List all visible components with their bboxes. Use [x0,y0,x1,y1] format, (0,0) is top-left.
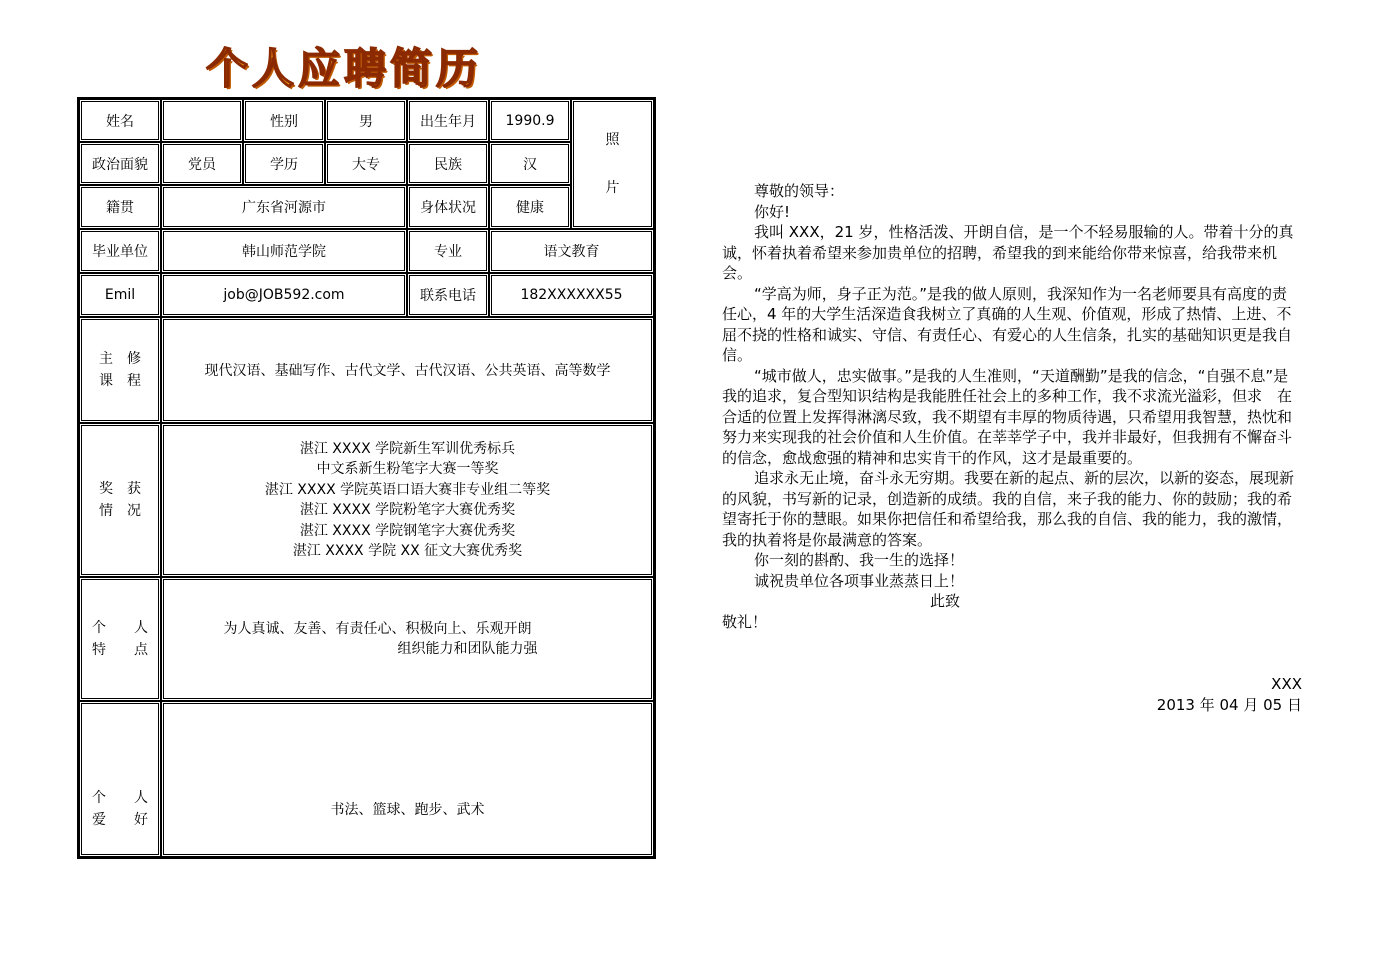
letter-greeting: 尊敬的领导： [754,182,845,200]
birth-value: 1990.9 [489,99,571,142]
email-label: Emil [79,273,161,317]
row-basic [79,99,654,142]
courses-value: 现代汉语、基础写作、古代文学、古代汉语、公共英语、高等数学 [161,317,654,423]
health-label: 身体状况 [407,185,489,229]
row-hobbies [79,701,654,857]
letter-paragraph: 你一刻的斟酌、我一生的选择！ [754,551,965,569]
award-item: 湛江 XXXX 学院新生军训优秀标兵 [299,440,516,457]
letter-signature: XXX [1271,675,1302,693]
letter-paragraph: 诚祝贵单位各项事业蒸蒸日上！ [754,571,965,590]
award-item: 湛江 XXXX 学院 XX 征文大赛优秀奖 [292,543,523,559]
award-item: 湛江 XXXX 学院英语口语大赛非专业组二等奖 [264,481,551,498]
education-label: 学历 [243,142,325,185]
awards-label-1: 奖 获 [99,481,141,497]
email-value: job@JOB592.com [161,273,407,317]
row-courses [79,317,654,423]
letter-closing-2: 敬礼！ [722,612,768,631]
awards-label-2: 情 况 [99,503,141,519]
name-label: 姓名 [79,99,161,142]
major-value: 语文教育 [489,229,654,273]
photo-box [571,99,654,229]
ethnicity-label: 民族 [407,142,489,185]
courses-label-1: 主 修 [99,351,141,367]
school-label: 毕业单位 [79,229,161,273]
letter-paragraph: “城市做人，忠实做事。”是我的人生准则，“天道酬勤”是我的信念，“自强不息”是我的追求，复合型知识结构是我能胜任社会上的多种工作，我不求流光溢彩，但求 在合适的位置上发挥得淋漓尽致，我不期望有丰厚的物质待遇，只希望用我智慧，热忱和努力来实现我的社会价值和人生价值。在莘莘学子中，我并非最好，但我拥有不懈奋斗的信念，愈战愈强的精神和忠实肯干的作风，这才是最重要的。 [722,366,1293,467]
hobbies-label-2: 爱 好 [92,812,148,828]
cover-letter [722,181,1302,715]
letter-paragraph: 我叫 XXX，21 岁，性格活泼、开朗自信，是一个不轻易服输的人。带着十分的真诚，怀着执着希望来参加贵单位的招聘，希望我的到来能给你带来惊喜，给我带来机会。 [722,223,1294,282]
political-label: 政治面貌 [79,142,161,185]
row-contact [79,273,654,317]
traits-value [161,577,654,701]
origin-label: 籍贯 [79,185,161,229]
hobbies-label-1: 个 人 [92,790,148,806]
letter-paragraph: “学高为师，身子正为范。”是我的做人原则，我深知作为一名老师要具有高度的责任心，4 年的大学生活深造食我树立了真确的人生观、价值观，形成了热情、上进、不屈不挠的性格和诚实、守信、有责任心、有爱心的人生信条，扎实的基础知识更是我自信。 [722,284,1293,364]
row-school [79,229,654,273]
traits-label [79,577,161,701]
resume-table [77,97,656,859]
phone-value: 182XXXXXX55 [489,273,654,317]
traits-line-1: 为人真诚、友善、有责任心、积极向上、乐观开朗 [223,621,532,637]
letter-paragraph: 追求永无止境，奋斗永无穷期。我要在新的起点、新的层次，以新的姿态，展现新的风貌，书写新的记录，创造新的成绩。我的自信，来子我的能力、你的鼓励；我的希望寄托于你的慧眼。如果你把信任和希望给我，那么我的自信、我的能力，我的激情，我的执着将是你最满意的答案。 [722,469,1295,549]
row-political [79,142,654,185]
ethnicity-value: 汉 [489,142,571,185]
traits-line-2: 组织能力和团队能力强 [397,641,538,657]
origin-value: 广东省河源市 [161,185,407,229]
health-value: 健康 [489,185,571,229]
gender-value: 男 [325,99,407,142]
award-item: 湛江 XXXX 学院钢笔字大赛优秀奖 [299,522,516,539]
letter-hello: 你好! [754,202,791,221]
award-item: 湛江 XXXX 学院粉笔字大赛优秀奖 [299,502,516,518]
photo-label-1: 照 [605,132,620,148]
awards-list [161,423,654,577]
resume-title: 个人应聘简历 [206,44,483,93]
hobbies-value: 书法、篮球、跑步、武术 [161,701,654,857]
row-origin [79,185,654,229]
courses-label-2: 课 程 [99,373,141,389]
major-label: 专业 [407,229,489,273]
photo-label-2: 片 [605,180,620,196]
birth-label: 出生年月 [407,99,489,142]
awards-label [79,423,161,577]
row-awards [79,423,654,577]
traits-label-2: 特 点 [92,642,148,658]
letter-date: 2013 年 04 月 05 日 [1156,695,1302,714]
phone-label: 联系电话 [407,273,489,317]
hobbies-label [79,701,161,857]
school-value: 韩山师范学院 [161,229,407,273]
award-item: 中文系新生粉笔字大赛一等奖 [316,461,499,477]
row-traits [79,577,654,701]
letter-closing-1: 此致 [930,592,961,610]
education-value: 大专 [325,142,407,185]
name-value [161,99,243,142]
gender-label: 性别 [243,99,325,142]
traits-label-1: 个 人 [92,620,148,636]
courses-label [79,317,161,423]
political-value: 党员 [161,142,243,185]
